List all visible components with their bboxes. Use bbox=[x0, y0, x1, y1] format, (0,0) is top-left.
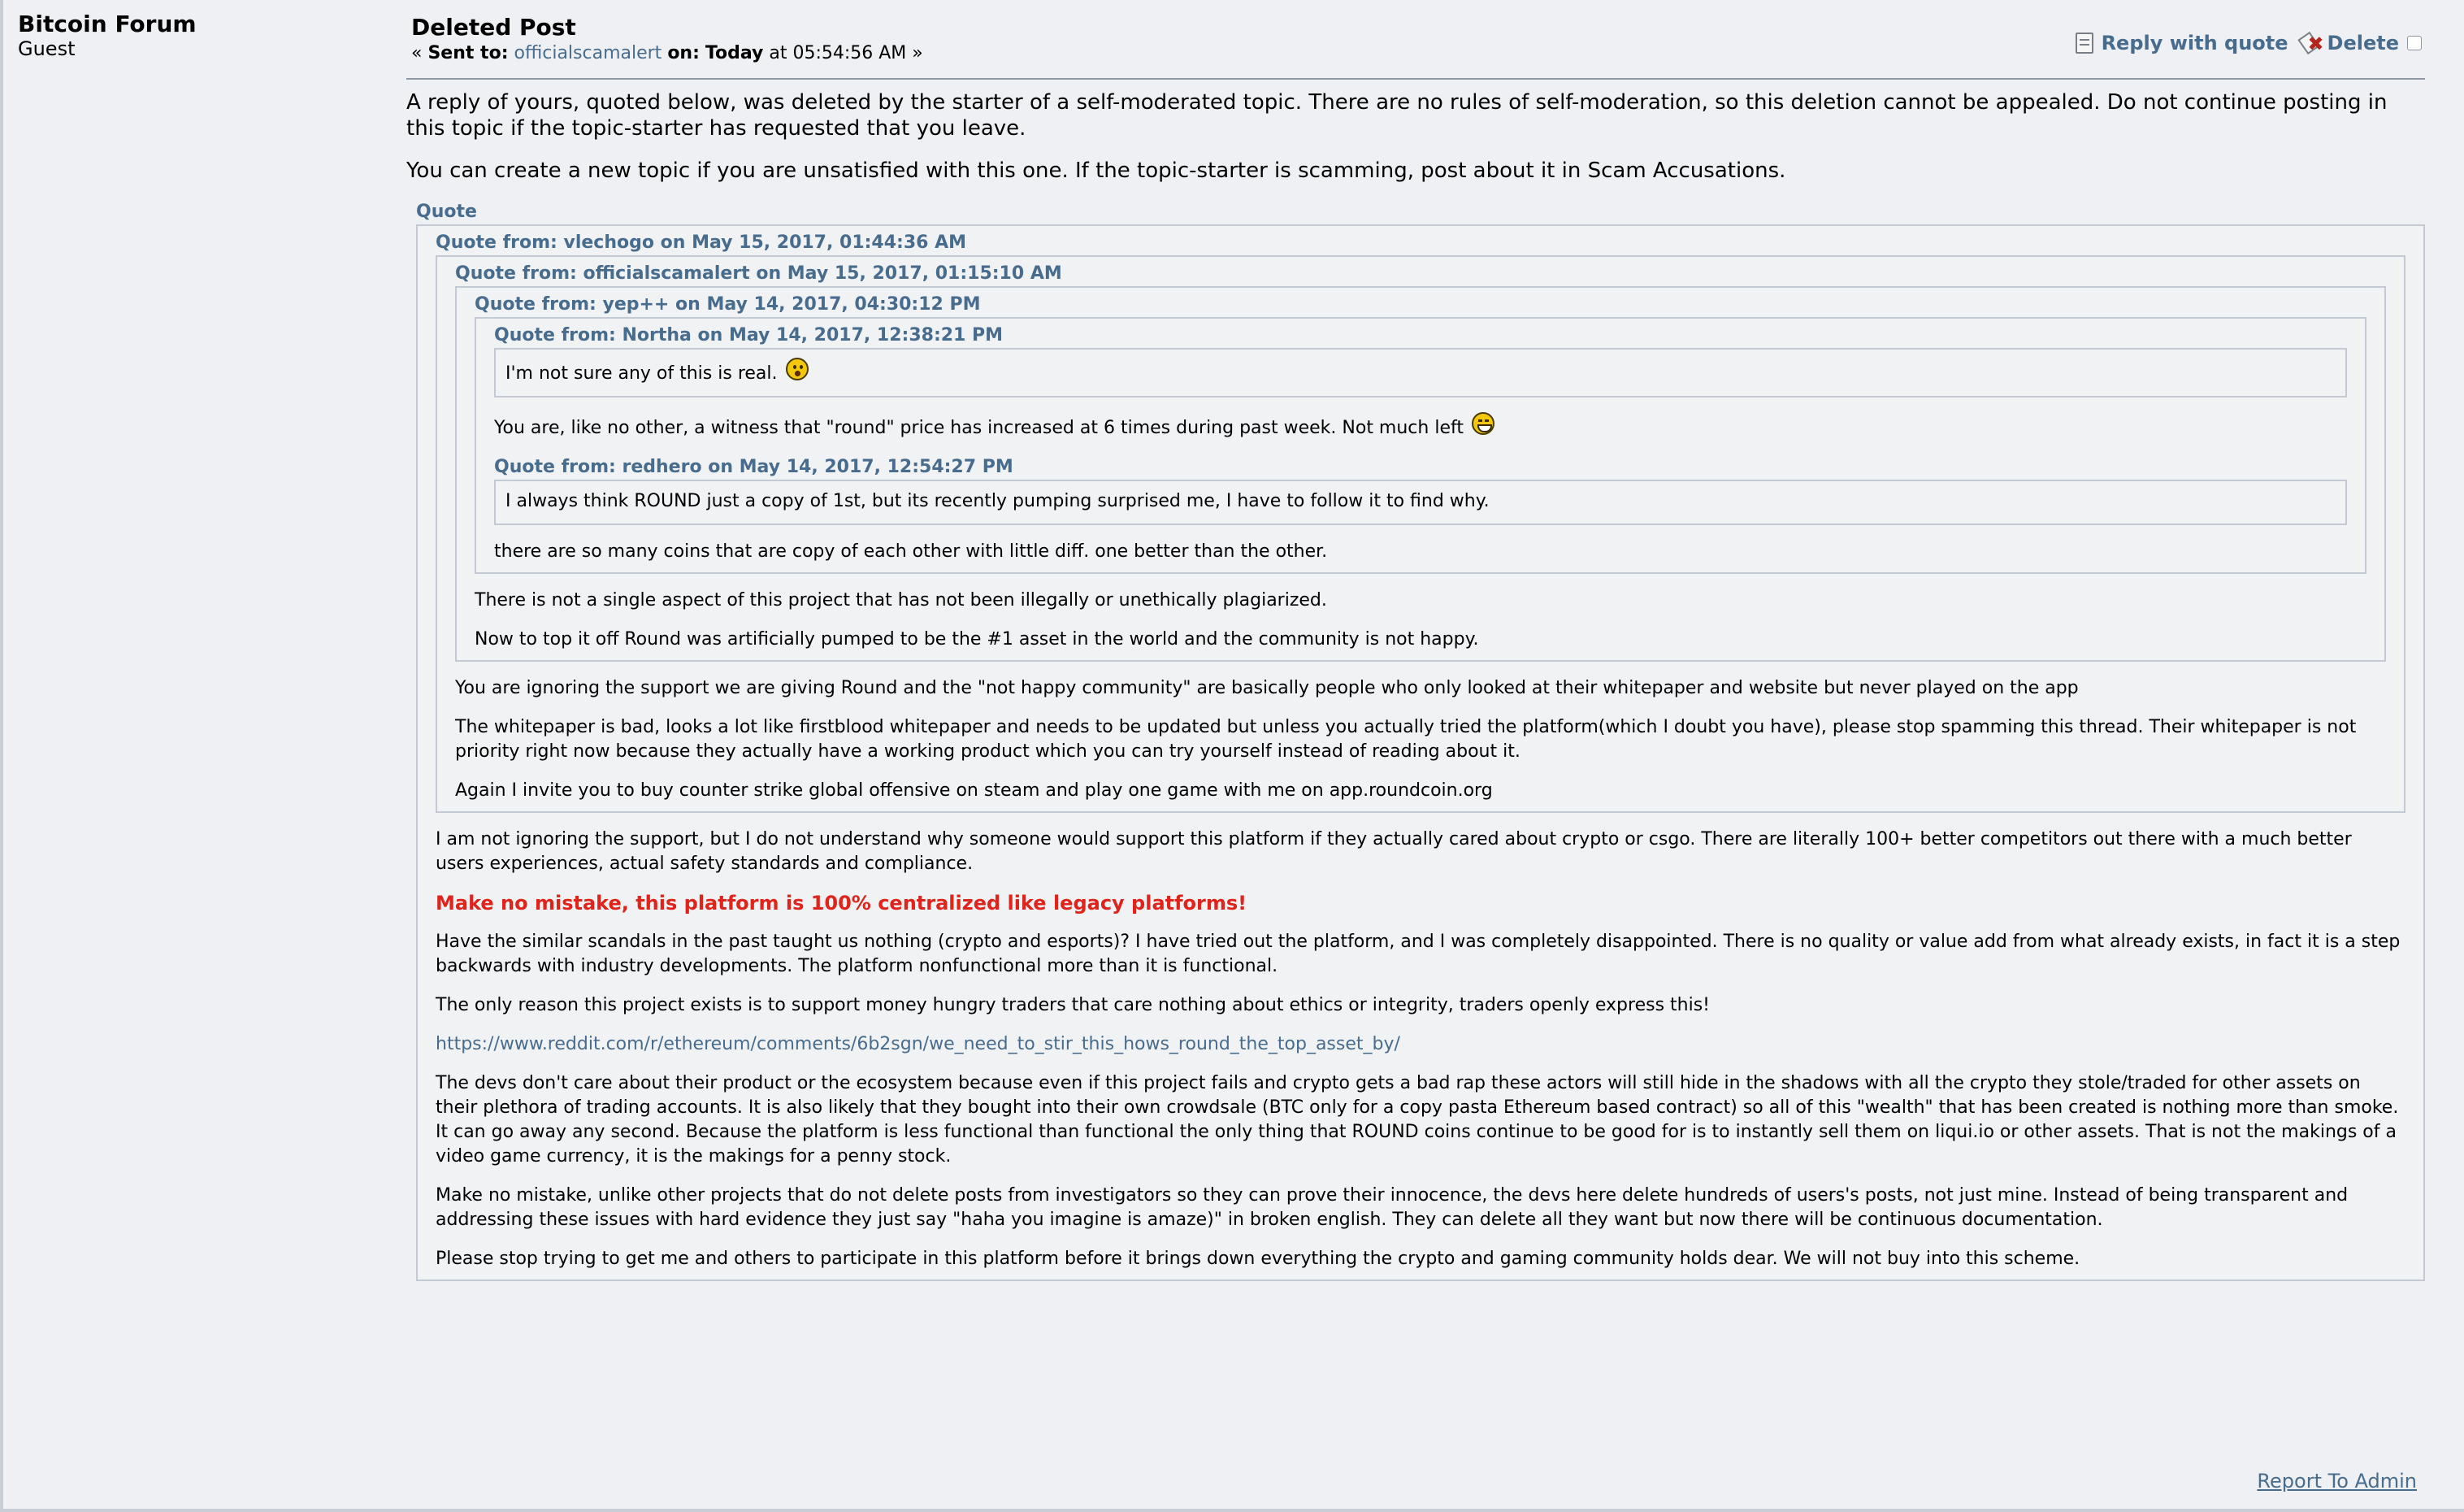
on-label: on: bbox=[667, 43, 700, 63]
quote-body-northa bbox=[494, 348, 2347, 398]
quote-text-yep-2: there are so many coins that are copy of each other with little diff. one better than the other. bbox=[494, 541, 1328, 562]
date-today: Today bbox=[705, 43, 764, 63]
post-actions bbox=[2076, 31, 2422, 55]
select-checkbox[interactable] bbox=[2407, 36, 2422, 50]
post bbox=[406, 13, 2425, 1281]
quote-text-vlechogo-1: You are ignoring the support we are giving Round and the "not happy community" are basically people who only looked at their whitepaper and website but never played on the app bbox=[455, 678, 2079, 698]
quote-block bbox=[416, 200, 2425, 1281]
grin-emoji-icon bbox=[1472, 412, 1494, 435]
quote-level-2 bbox=[455, 262, 2386, 662]
body-paragraph-3: The only reason this project exists is to support money hungry traders that care nothing about ethics or integrity, traders openly express this! bbox=[436, 995, 1710, 1015]
northa-text: I'm not sure any of this is real. bbox=[505, 363, 778, 384]
report-to-admin-link[interactable]: Report To Admin bbox=[2257, 1470, 2417, 1492]
quote-level-4-redhero bbox=[494, 455, 2347, 525]
quote-text-redhero: I always think ROUND just a copy of 1st, but its recently pumping surprised me, I have to follow it to find why. bbox=[505, 491, 1490, 511]
post-header bbox=[406, 13, 2425, 80]
quote-header-yep[interactable]: Quote from: yep++ on May 14, 2017, 04:30:12 PM bbox=[475, 294, 981, 315]
quote-header-vlechogo[interactable]: Quote from: vlechogo on May 15, 2017, 01:44:36 AM bbox=[436, 232, 967, 253]
sent-time: at 05:54:56 AM » bbox=[763, 43, 923, 63]
quote-body-officialscamalert bbox=[455, 286, 2386, 662]
quote-level-1 bbox=[436, 231, 2405, 813]
body-paragraph-2: Have the similar scandals in the past taught us nothing (crypto and esports)? I have tried out the platform, and I was completely disappointed. There is no quality or value add from what already exists, in fact it is a step backwards with industry developments. The platform nonfunctional more than it is functional. bbox=[436, 932, 2401, 976]
delete-button[interactable] bbox=[2300, 31, 2399, 55]
poster-name: Bitcoin Forum bbox=[18, 11, 197, 37]
quote-level-4-northa bbox=[494, 324, 2347, 398]
quote-header-northa[interactable]: Quote from: Northa on May 14, 2017, 12:38:21 PM bbox=[494, 325, 1004, 345]
sent-to-label: Sent to: bbox=[427, 43, 509, 63]
quote-body-redhero bbox=[494, 480, 2347, 525]
deletion-notice bbox=[406, 80, 2425, 184]
bottom-divider bbox=[3, 1509, 2464, 1512]
body-paragraph-4: The devs don't care about their product or the ecosystem because even if this project fails and crypto gets a bad rap these actors will still hide in the shadows with all the crypto they stole/traded for other assets on their plethora of trading accounts. It is also likely that they bought into their own crowdsale (BTC only for a copy pasta Ethereum based contract) so all of this "wealth" that has been created is nothing more than smoke. It can go away any second. Because the platform is less functional than functional the only thing that ROUND coins continue to be good for is to instantly sell them on liqui.io or other assets. That is not the makings of a video game currency, it is the makings for a penny stock. bbox=[436, 1073, 2399, 1167]
delete-icon bbox=[2300, 31, 2324, 55]
sent-prefix: « bbox=[411, 43, 428, 63]
quote-text-vlechogo-3: Again I invite you to buy counter strike global offensive on steam and play one game with me on app.roundcoin.org bbox=[455, 780, 1493, 801]
body-red-statement: Make no mistake, this platform is 100% centralized like legacy platforms! bbox=[436, 892, 1247, 915]
body-link-paragraph bbox=[436, 1032, 2405, 1057]
post-subject: Deleted Post bbox=[411, 14, 576, 41]
yep-text-1: You are, like no other, a witness that "round" price has increased at 6 times during past week. Not much left bbox=[494, 418, 1464, 438]
quote-body bbox=[416, 224, 2425, 1281]
reply-quote-icon bbox=[2076, 33, 2093, 54]
quote-level-3 bbox=[475, 293, 2366, 574]
poster-role: Guest bbox=[18, 37, 76, 60]
quote-header-redhero[interactable]: Quote from: redhero on May 14, 2017, 12:54:27 PM bbox=[494, 457, 1013, 477]
notice-paragraph-1: A reply of yours, quoted below, was deleted by the starter of a self-moderated topic. There are no rules of self-moderation, so this deletion cannot be appealed. Do not continue posting in this topic if the topic-starter has requested that you leave. bbox=[406, 90, 2388, 141]
reply-with-quote-label: Reply with quote bbox=[2101, 32, 2288, 54]
delete-label: Delete bbox=[2327, 32, 2399, 54]
quote-text-vlechogo-2: The whitepaper is bad, looks a lot like firstblood whitepaper and needs to be updated but unless you actually tried the platform(which I doubt you have), please stop spamming this thread. Their whitepaper is not priority right now because they actually have a working product which you can try yourself instead of reading about it. bbox=[455, 717, 2357, 762]
quote-label: Quote bbox=[416, 202, 477, 222]
quote-text-officialscamalert-2: Now to top it off Round was artificially pumped to be the #1 asset in the world and the community is not happy. bbox=[475, 629, 1479, 650]
body-paragraph-5: Make no mistake, unlike other projects that do not delete posts from investigators so they can prove their innocence, the devs here delete hundreds of users's posts, not just mine. Instead of being transparent and addressing these issues with hard evidence they just say "haha you imagine is amaze)" in broken english. They can delete all they want but now there will be continuous documentation. bbox=[436, 1185, 2349, 1230]
notice-paragraph-2: You can create a new topic if you are unsatisfied with this one. If the topic-starter is scamming, post about it in Scam Accusations. bbox=[406, 159, 1786, 183]
recipient-link[interactable]: officialscamalert bbox=[514, 43, 662, 63]
quote-body-vlechogo bbox=[436, 255, 2405, 813]
quote-text-yep-1 bbox=[494, 412, 2347, 441]
body-paragraph-1: I am not ignoring the support, but I do not understand why someone would support this platform if they actually cared about crypto or csgo. There are literally 100+ better competitors out there with a much better users experiences, actual safety standards and compliance. bbox=[436, 829, 2352, 874]
quote-body-yep bbox=[475, 317, 2366, 574]
poster-info bbox=[18, 11, 392, 60]
shocked-emoji-icon bbox=[786, 358, 809, 380]
body-paragraph-6: Please stop trying to get me and others to participate in this platform before it brings down everything the crypto and gaming community holds dear. We will not buy into this scheme. bbox=[436, 1249, 2080, 1269]
quote-header-officialscamalert[interactable]: Quote from: officialscamalert on May 15, 2017, 01:15:10 AM bbox=[455, 263, 1062, 284]
quote-text-officialscamalert-1: There is not a single aspect of this project that has not been illegally or unethically plagiarized. bbox=[475, 590, 1327, 610]
quote-text-northa bbox=[505, 354, 2336, 389]
reddit-link[interactable]: https://www.reddit.com/r/ethereum/comments/6b2sgn/we_need_to_stir_this_hows_round_the_top_asset_by/ bbox=[436, 1034, 1400, 1054]
reply-with-quote-button[interactable] bbox=[2076, 32, 2288, 54]
